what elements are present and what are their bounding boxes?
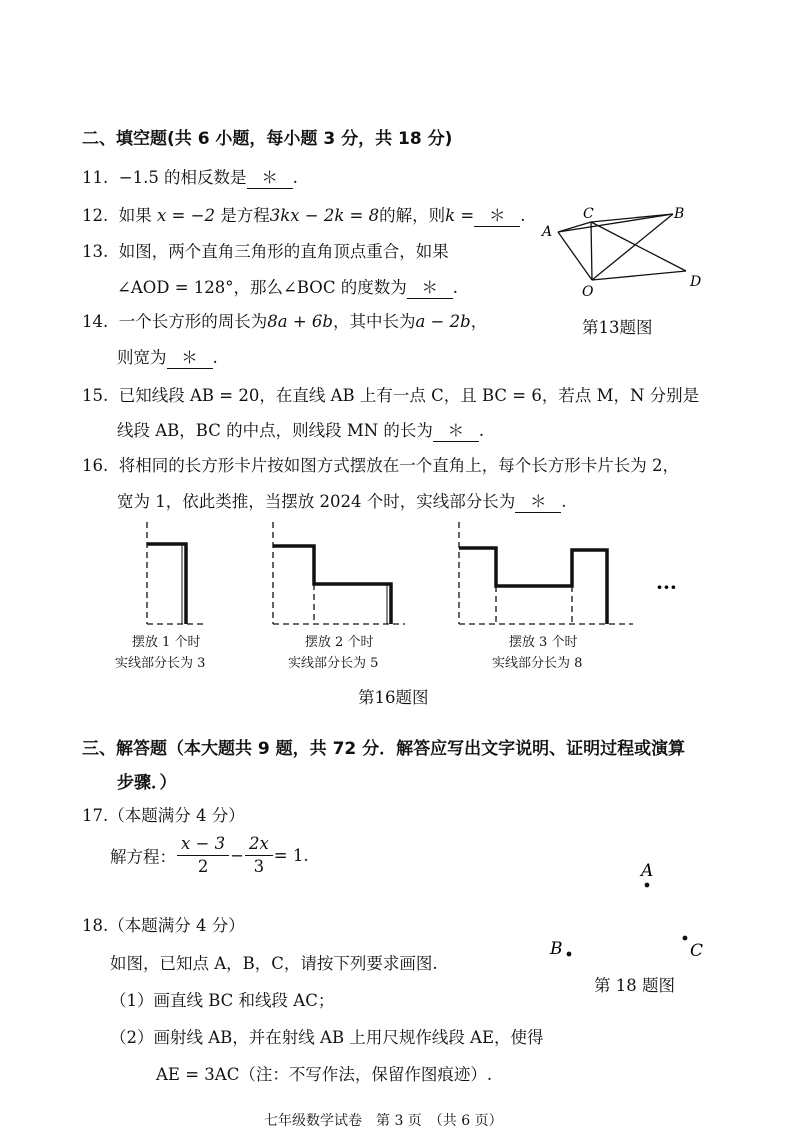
q16-answer-blank[interactable]: ＊ <box>515 488 561 513</box>
fig16-panel-1-label <box>115 631 206 671</box>
question-17-header <box>82 802 245 826</box>
q12-text-c: 的解，则 <box>379 206 446 225</box>
fig13-label-b: B <box>674 206 685 222</box>
fig13-label-d: D <box>690 274 702 290</box>
fig13-label-o: O <box>582 284 594 300</box>
fig16-ellipsis: ··· <box>656 575 677 599</box>
q16-end: . <box>561 492 567 511</box>
q12-text-b: 是方程 <box>220 206 270 225</box>
q13-end: . <box>452 278 458 297</box>
q15-end: . <box>478 421 485 440</box>
q17-equation <box>110 833 309 878</box>
q16-line2-text: 宽为 1，依此类推，当摆放 2024 个时，实线部分长为 <box>117 492 516 511</box>
q18-item2: （2）画射线 AB，并在射线 AB 上用尺规作线段 AE，使得 <box>110 1028 544 1047</box>
q14-text-b: ，其中长为 <box>332 312 416 331</box>
q14-eq2: a − 2b <box>415 312 471 331</box>
q11-end: . <box>292 168 298 187</box>
question-16 <box>82 452 679 476</box>
q17-number: 17. <box>82 806 109 825</box>
q16-number: 16. <box>82 456 109 475</box>
q18-item2-cont: AE = 3AC（注：不写作法，保留作图痕迹）. <box>156 1065 493 1084</box>
page-footer: 七年级数学试卷 第 3 页 （共 6 页） <box>264 1113 503 1129</box>
fig18-label-b: B <box>550 939 563 959</box>
figure-18-diagram <box>540 856 720 966</box>
q11-number: 11. <box>82 168 109 187</box>
q15-line1: 已知线段 AB = 20，在直线 AB 上有一点 C，且 BC = 6，若点 M，N 分别是 <box>118 386 700 405</box>
q16-line2 <box>117 488 566 513</box>
q15-answer-blank[interactable]: ＊ <box>433 417 479 442</box>
q12-eq2: 3kx − 2k = 8 <box>269 206 380 225</box>
q14-text-c: ， <box>470 312 488 331</box>
q12-answer-blank[interactable]: ＊ <box>474 202 520 227</box>
q17-rhs: = 1. <box>273 846 309 865</box>
figure-13-caption: 第13题图 <box>582 318 653 337</box>
fig16-panel-2-shape <box>273 522 405 624</box>
q12-end: . <box>520 206 526 225</box>
fig16-panel-2-line2: 实线部分长为 5 <box>288 656 379 671</box>
question-13 <box>82 238 449 262</box>
figure-16-caption: 第16题图 <box>358 688 429 707</box>
q13-line1: 如图，两个直角三角形的直角顶点重合，如果 <box>118 242 449 261</box>
q18-line1: 如图，已知点 A，B，C，请按下列要求画图. <box>110 954 438 973</box>
q12-eq3: k = <box>445 206 475 225</box>
q14-eq1: 8a + 6b <box>267 312 333 331</box>
fig18-label-c: C <box>690 941 704 961</box>
question-15 <box>82 382 699 406</box>
q13-line2 <box>117 274 458 299</box>
q13-answer-blank[interactable]: ＊ <box>407 274 453 299</box>
fig16-panel-3-line2: 实线部分长为 8 <box>492 656 583 671</box>
q15-number: 15. <box>82 386 109 405</box>
q17-title: （本题满分 4 分） <box>108 806 245 825</box>
q17-fraction-2 <box>245 833 273 878</box>
q14-end: . <box>212 348 218 367</box>
q14-number: 14. <box>82 312 109 331</box>
fig18-point-a <box>645 883 650 888</box>
fig16-panel-1-shape <box>147 522 207 624</box>
fig13-label-c: C <box>583 206 594 222</box>
figure-13-diagram <box>538 198 718 304</box>
q12-text-a: 如果 <box>118 206 152 225</box>
q17-prefix: 解方程： <box>110 847 176 867</box>
q14-line2-text: 则宽为 <box>117 348 167 367</box>
q11-text: −1.5 的相反数是 <box>118 168 247 187</box>
fig18-point-b <box>567 952 572 957</box>
q17-frac1-den: 2 <box>197 857 209 876</box>
fig13-label-a: A <box>542 224 553 240</box>
q15-line2 <box>117 417 484 442</box>
figure-18-caption: 第 18 题图 <box>594 976 675 995</box>
fig18-label-a: A <box>641 861 654 881</box>
section-3-heading: 三、解答题（本大题共 9 题，共 72 分．解答应写出文字说明、证明过程或演算 <box>82 739 686 759</box>
q18-item1: （1）画直线 BC 和线段 AC； <box>110 991 335 1010</box>
fig16-panel-3-shape <box>459 522 633 624</box>
q14-text-a: 一个长方形的周长为 <box>118 312 268 331</box>
q13-number: 13. <box>82 242 109 261</box>
fig16-panel-1-line1: 摆放 1 个时 <box>131 635 201 650</box>
question-14 <box>82 308 487 332</box>
q18-number: 18. <box>82 916 109 935</box>
figure-16-diagram <box>100 520 700 632</box>
fig18-point-c <box>683 936 688 941</box>
q17-frac1-num: x − 3 <box>177 833 229 856</box>
q12-number: 12. <box>82 206 109 225</box>
q14-answer-blank[interactable]: ＊ <box>167 344 213 369</box>
q17-frac2-den: 3 <box>253 857 265 876</box>
fig16-panel-3-label <box>492 631 583 671</box>
question-11 <box>82 164 298 189</box>
fig16-panel-3-line1: 摆放 3 个时 <box>508 635 578 650</box>
fig16-panel-2-label <box>288 631 379 671</box>
fig16-panel-2-line1: 摆放 2 个时 <box>304 635 374 650</box>
q16-line1: 将相同的长方形卡片按如图方式摆放在一个直角上，每个长方形卡片长为 2， <box>118 456 679 475</box>
q11-answer-blank[interactable]: ＊ <box>247 164 293 189</box>
section-2-heading: 二、填空题(共 6 小题，每小题 3 分，共 18 分) <box>82 129 453 149</box>
q17-frac2-num: 2x <box>245 833 273 856</box>
q17-fraction-1 <box>177 833 229 878</box>
q17-minus: − <box>230 846 244 865</box>
question-12 <box>82 202 525 227</box>
q14-line2 <box>117 344 218 369</box>
q12-eq1: x = −2 <box>157 206 215 225</box>
question-18-header <box>82 912 245 936</box>
q18-title: （本题满分 4 分） <box>108 916 245 935</box>
fig16-panel-1-line2: 实线部分长为 3 <box>115 656 206 671</box>
section-3-heading-cont: 步骤．） <box>117 773 177 793</box>
q13-line2-text: ∠AOD = 128°，那么∠BOC 的度数为 <box>117 278 407 297</box>
q15-line2-text: 线段 AB，BC 的中点，则线段 MN 的长为 <box>117 421 433 440</box>
